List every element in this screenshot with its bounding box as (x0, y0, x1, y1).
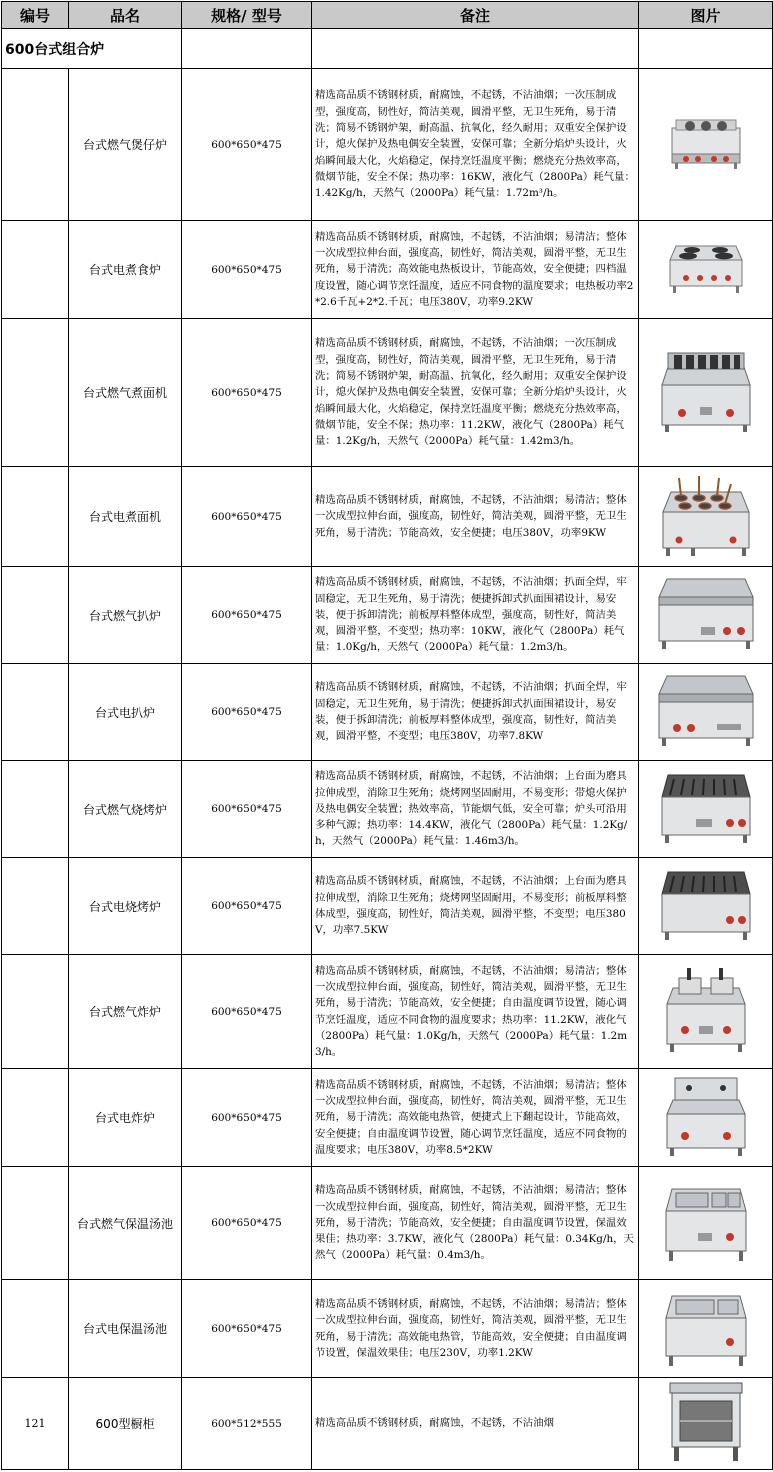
gas-fryer-image (639, 964, 772, 1060)
product-note: 精选高品质不锈钢材质，耐腐蚀，不起锈，不沾油烟；易清洁；整体一次成型拉伸台面，强度高，韧性好，简洁美观，圆滑平整，无卫生死角，易于清洗；节能高效，安全便捷；自由温度调节设置，随心调节烹饪温度，适应不同食物的温度要求；热功率：11.2KW，液化气（2800Pa）耗气量：1.0Kg/h，天然气（2000Pa）耗气量：1.2m3/h。 (312, 955, 639, 1069)
row-number: 121 (2, 1378, 69, 1470)
product-spec: 600*650*475 (182, 664, 312, 761)
product-note: 精选高品质不锈钢材质，耐腐蚀，不起锈，不沾油烟；扒面全焊，牢固稳定，无卫生死角，易于清洗；便捷拆卸式扒面围裙设计，易安装，便于拆卸清洗；前板厚料整体成型，强度高，韧性好，简洁美观，圆滑平整，不变型；电压380V，功率7.8KW (312, 664, 639, 761)
product-note: 精选高品质不锈钢材质，耐腐蚀，不起锈，不沾油烟；易清洁；整体一次成型拉伸台面，强度高，韧性好，简洁美观，圆滑平整，无卫生死角，易于清洗；节能高效，安全便捷；自由温度调节设置，保温效果佳；热功率：3.7KW，液化气（2800Pa）耗气量：0.34Kg/h，天然气（2000Pa）耗气量：0.4m3/h。 (312, 1167, 639, 1280)
product-name: 600型橱柜 (69, 1378, 182, 1470)
gas-bain-marie-image (639, 1175, 772, 1271)
product-name: 台式燃气保温汤池 (69, 1167, 182, 1280)
table-row (2, 1069, 773, 1167)
product-spec: 600*650*475 (182, 221, 312, 319)
product-image-cell (639, 1069, 773, 1167)
burner-stove-image (639, 114, 772, 176)
product-name: 台式电煮面机 (69, 467, 182, 567)
row-number (2, 567, 69, 664)
product-note: 精选高品质不锈钢材质，耐腐蚀，不起锈，不沾油烟；易清洁；整体一次成型拉伸台面，强度高，韧性好，简洁美观，圆滑平整，无卫生死角，易于清洗；节能高效，安全便捷；电压380V，功率9KW (312, 467, 639, 567)
row-number (2, 1280, 69, 1378)
product-name: 台式燃气扒炉 (69, 567, 182, 664)
product-spec: 600*650*475 (182, 1069, 312, 1167)
header-image: 图片 (639, 2, 773, 29)
row-number (2, 1069, 69, 1167)
row-number (2, 955, 69, 1069)
product-note: 精选高品质不锈钢材质，耐腐蚀，不起锈，不沾油烟；易清洁；整体一次成型拉伸台面，强度高，韧性好，简洁美观，圆滑平整，无卫生死角，易于清洗；高效能电热管，节能高效，安全便捷；自由温度调节设置，保温效果佳；电压230V，功率1.2KW (312, 1280, 639, 1378)
product-table (1, 1, 773, 1470)
product-image-cell (639, 319, 773, 467)
product-image-cell (639, 761, 773, 858)
product-note: 精选高品质不锈钢材质，耐腐蚀，不起锈，不沾油烟；一次压制成型，强度高，韧性好，简洁美观，圆滑平整，无卫生死角，易于清洗；简易不锈钢炉架，耐高温、抗氧化，经久耐用；双重安全保护设计，熄火保护及热电偶安全装置，安保可靠；全新分焰炉头设计，火焰瞬间最大化，火焰稳定，保持烹饪温度平衡；燃烧充分热效率高，微烟节能，安全不保；热功率：11.2KW，液化气（2800Pa）耗气量：1.2Kg/h，天然气（2000Pa）耗气量：1.42m3/h。 (312, 319, 639, 467)
table-row (2, 858, 773, 955)
product-note: 精选高品质不锈钢材质，耐腐蚀，不起锈，不沾油烟 (312, 1378, 639, 1470)
electric-bain-marie-image (639, 1284, 772, 1374)
gas-grill-image (639, 767, 772, 851)
row-number (2, 664, 69, 761)
table-row (2, 567, 773, 664)
product-note: 精选高品质不锈钢材质，耐腐蚀，不起锈，不沾油烟；扒面全焊，牢固稳定，无卫生死角，易于清洗；便捷拆卸式扒面围裙设计，易安装，便于拆卸清洗；前板厚料整体成型，强度高，韧性好，简洁美观，圆滑平整，不变型；热功率：10KW，液化气（2800Pa）耗气量：1.0Kg/h，天然气（2000Pa）耗气量：1.2m3/h。 (312, 567, 639, 664)
product-spec: 600*650*475 (182, 858, 312, 955)
row-number (2, 761, 69, 858)
product-image-cell (639, 467, 773, 567)
product-image-cell (639, 664, 773, 761)
header-num: 编号 (2, 2, 69, 29)
row-number (2, 319, 69, 467)
electric-hotplate-image (639, 238, 772, 302)
product-spec: 600*650*475 (182, 1280, 312, 1378)
product-note: 精选高品质不锈钢材质，耐腐蚀，不起锈，不沾油烟；易清洁；整体一次成型拉伸台面，强度高，韧性好，简洁美观，圆滑平整，无卫生死角，易于清洗；高效能电热管，便捷式上下翻起设计，节能高效，安全便捷；自由温度调节设置，随心调节烹饪温度，适应不同食物的温度要求；电压380V，功率8.5*2KW (312, 1069, 639, 1167)
product-name: 台式电炸炉 (69, 1069, 182, 1167)
product-image-cell (639, 858, 773, 955)
product-spec: 600*650*475 (182, 955, 312, 1069)
row-number (2, 858, 69, 955)
row-number (2, 1167, 69, 1280)
table-row (2, 664, 773, 761)
row-number (2, 69, 69, 221)
row-number (2, 221, 69, 319)
table-row (2, 319, 773, 467)
product-spec: 600*650*475 (182, 761, 312, 858)
product-spec: 600*650*475 (182, 567, 312, 664)
table-row (2, 221, 773, 319)
product-note: 精选高品质不锈钢材质，耐腐蚀，不起锈，不沾油烟；上台面为磨具拉伸成型，消除卫生死角；烧烤网坚固耐用，不易变形；带熄火保护及热电偶安全装置；热效率高，节能烟气低，安全可靠；炉头可沿用多种气源；热功率：14.4KW，液化气（2800Pa）耗气量：1.2Kg/h，天然气（2000Pa）耗气量：1.46m3/h。 (312, 761, 639, 858)
table-row (2, 761, 773, 858)
electric-grill-image (639, 864, 772, 948)
product-name: 台式电保温汤池 (69, 1280, 182, 1378)
cabinet-image (639, 1379, 772, 1469)
product-image-cell (639, 1280, 773, 1378)
product-note: 精选高品质不锈钢材质，耐腐蚀，不起锈，不沾油烟；上台面为磨具拉伸成型，消除卫生死角；烧烤网坚固耐用，不易变形；前板厚料整体成型，强度高，韧性好，简洁美观，圆滑平整，不变型；电压380V，功率7.5KW (312, 858, 639, 955)
product-spec: 600*512*555 (182, 1378, 312, 1470)
product-name: 台式燃气炸炉 (69, 955, 182, 1069)
product-name: 台式燃气煮面机 (69, 319, 182, 467)
electric-griddle-image (639, 670, 772, 754)
row-number (2, 467, 69, 567)
table-row (2, 1378, 773, 1470)
product-name: 台式电煮食炉 (69, 221, 182, 319)
product-image-cell (639, 1167, 773, 1280)
product-image-cell (639, 955, 773, 1069)
electric-fryer-image (639, 1072, 772, 1164)
product-spec: 600*650*475 (182, 467, 312, 567)
gas-griddle-image (639, 573, 772, 657)
header-spec: 规格/ 型号 (182, 2, 312, 29)
product-image-cell (639, 1378, 773, 1470)
product-note: 精选高品质不锈钢材质，耐腐蚀，不起锈，不沾油烟；易清洁；整体一次成型拉伸台面，强度高，韧性好，简洁美观，圆滑平整，无卫生死角，易于清洗；高效能电热板设计，节能高效，安全便捷；四档温度设置，随心调节烹饪温度，适应不同食物的温度要求；电热板功率2*2.6千瓦+2*2.千瓦；电压380V，功率9.2KW (312, 221, 639, 319)
gas-noodle-cooker-image (639, 347, 772, 439)
product-name: 台式燃气烧烤炉 (69, 761, 182, 858)
product-name: 台式电烧烤炉 (69, 858, 182, 955)
product-name: 台式电扒炉 (69, 664, 182, 761)
product-note: 精选高品质不锈钢材质，耐腐蚀，不起锈，不沾油烟；一次压制成型，强度高，韧性好，简洁美观，圆滑平整，无卫生死角，易于清洗；简易不锈钢炉架，耐高温、抗氧化，经久耐用；双重安全保护设计，熄火保护及热电偶安全装置，安保可靠；全新分焰炉头设计，火焰瞬间最大化，火焰稳定，保持烹饪温度平衡；燃烧充分热效率高，微烟节能，安全不保；热功率：16KW，液化气（2800Pa）耗气量：1.42Kg/h，天然气（2000Pa）耗气量：1.72m³/h。 (312, 69, 639, 221)
table-row (2, 467, 773, 567)
header-row (2, 2, 773, 29)
section-row (2, 29, 773, 69)
table-row (2, 1280, 773, 1378)
electric-noodle-cooker-image (639, 470, 772, 564)
product-spec: 600*650*475 (182, 69, 312, 221)
product-spec: 600*650*475 (182, 1167, 312, 1280)
product-image-cell (639, 221, 773, 319)
table-row (2, 69, 773, 221)
product-image-cell (639, 567, 773, 664)
product-image-cell (639, 69, 773, 221)
product-spec: 600*650*475 (182, 319, 312, 467)
table-row (2, 955, 773, 1069)
section-title: 600台式组合炉 (2, 29, 182, 69)
header-note: 备注 (312, 2, 639, 29)
table-row (2, 1167, 773, 1280)
product-name: 台式燃气煲仔炉 (69, 69, 182, 221)
header-name: 品名 (69, 2, 182, 29)
